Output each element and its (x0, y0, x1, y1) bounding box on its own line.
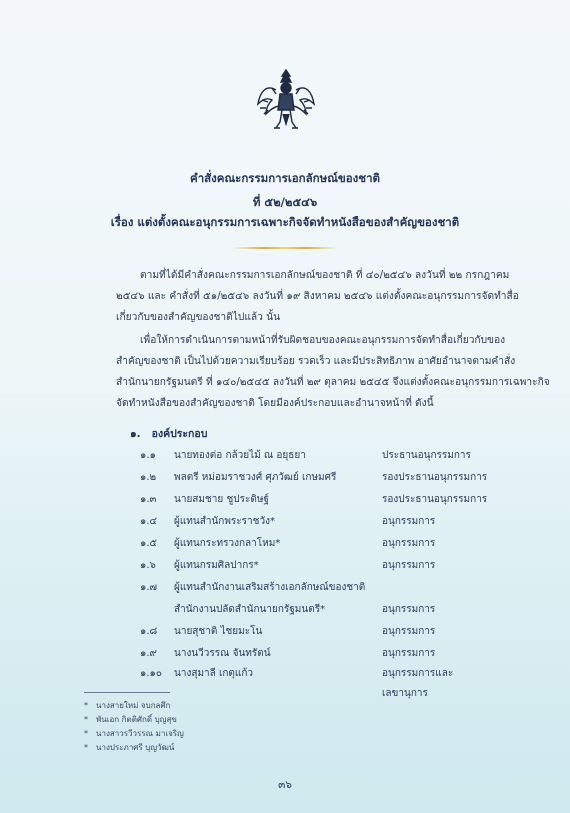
section-number: ๑. (130, 428, 141, 440)
member-name: ผู้แทนสำนักพระราชวัง* (174, 516, 275, 527)
paragraph-line: ๒๕๔๖ และ คำสั่งที่ ๕๑/๒๕๔๖ ลงวันที่ ๑๙ สิงหาคม ๒๕๔๖ แต่งตั้งคณะอนุกรรมการจัดทำสื่อ (116, 291, 519, 302)
member-role: ประธานอนุกรรมการ (382, 450, 471, 461)
order-title: คำสั่งคณะกรรมการเอกลักษณ์ของชาติ (190, 171, 380, 185)
member-name: ผู้แทนกระทรวงกลาโหม* (174, 538, 281, 549)
footnote-mark: * (84, 715, 88, 724)
member-role: อนุกรรมการ (382, 648, 436, 659)
member-name: สำนักงานปลัดสำนักนายกรัฐมนตรี* (174, 604, 326, 615)
paragraph-line: สำนักนายกรัฐมนตรี ที่ ๑๔๐/๒๕๔๕ ลงวันที่ ๒๙ ตุลาคม ๒๕๔๕ จึงแต่งตั้งคณะอนุกรรมการเฉพาะกิจ (116, 377, 550, 388)
member-name: นายสุชาติ ไชยมะโน (174, 626, 263, 637)
member-role: รองประธานอนุกรรมการ (382, 472, 488, 483)
member-role: อนุกรรมการ (382, 604, 436, 615)
member-name: ผู้แทนสำนักงานเสริมสร้างเอกลักษณ์ของชาติ (174, 582, 366, 593)
member-number: ๑.๕ (140, 538, 158, 549)
member-number: ๑.๘ (140, 626, 158, 637)
footnote-text: พันเอก กิตติศักดิ์ บุญสุข (96, 715, 177, 724)
member-role: อนุกรรมการ (382, 626, 436, 637)
footnote-mark: * (84, 729, 88, 738)
member-name: นางสุมาลี เกตุแก้ว (174, 668, 254, 679)
paragraph-line: ตามที่ได้มีคำสั่งคณะกรรมการเอกลักษณ์ของชาติ ที่ ๔๐/๒๕๔๖ ลงวันที่ ๒๒ กรกฎาคม (140, 270, 510, 281)
footnote-text: นางประภาศรี บุญวัฒน์ (96, 743, 175, 752)
member-number: ๑.๔ (140, 516, 158, 527)
garuda-emblem-icon (254, 64, 318, 136)
footnote-mark: * (84, 701, 88, 710)
member-row (140, 470, 520, 486)
paragraph-line: เกี่ยวกับของสำคัญของชาติไปแล้ว นั้น (116, 312, 281, 323)
member-row (140, 448, 520, 464)
footnote (84, 727, 184, 740)
member-name: ผู้แทนกรมศิลปากร* (174, 560, 259, 571)
footnote (84, 741, 174, 754)
member-role: เลขานุการ (382, 688, 428, 699)
member-name: นายสมชาย ชูประดิษฐ์ (174, 494, 269, 505)
paragraph-line: จัดทำหนังสือของสำคัญของชาติ โดยมีองค์ประกอบและอำนาจหน้าที่ ดังนี้ (116, 398, 434, 409)
footnote-text: นางสาวรวีวรรณ มาเจริญ (96, 729, 184, 738)
footnote-mark: * (84, 743, 88, 752)
member-row (140, 492, 520, 508)
member-number: ๑.๙ (140, 648, 157, 659)
member-row (140, 536, 520, 552)
member-role: อนุกรรมการและ (382, 668, 454, 679)
member-name: นางนวีวรรณ จันทรัตน์ (174, 648, 271, 659)
gold-divider (232, 247, 338, 249)
member-role: อนุกรรมการ (382, 516, 436, 527)
member-row (140, 624, 520, 640)
member-name: พลตรี หม่อมราชวงศ์ ศุภวัฒย์ เกษมศรี (174, 472, 337, 483)
member-row (140, 646, 520, 662)
member-row (140, 558, 520, 574)
page-number: ๓๖ (278, 779, 292, 791)
member-row (140, 514, 520, 530)
paragraph-line: เพื่อให้การดำเนินการตามหน้าที่รับผิดชอบของคณะอนุกรรมการจัดทำสื่อเกี่ยวกับของ (140, 335, 506, 346)
section-title: องค์ประกอบ (151, 428, 208, 440)
member-number: ๑.๓ (140, 494, 157, 505)
member-role: อนุกรรมการ (382, 538, 436, 549)
member-number: ๑.๒ (140, 472, 157, 483)
section-heading (130, 425, 207, 442)
member-row-continued (140, 602, 520, 618)
paragraph-line: สำคัญของชาติ เป็นไปด้วยความเรียบร้อย รวดเร็ว และมีประสิทธิภาพ อาศัยอำนาจตามคำสั่ง (116, 356, 516, 367)
member-number: ๑.๑ (140, 450, 156, 461)
order-subject: เรื่อง แต่งตั้งคณะอนุกรรมการเฉพาะกิจจัดทำหนังสือของสำคัญของชาติ (110, 215, 460, 229)
member-name: นายทองต่อ กล้วยไม้ ณ อยุธยา (174, 450, 306, 461)
footnote (84, 699, 170, 712)
member-number: ๑.๑๐ (140, 668, 162, 679)
member-number: ๑.๖ (140, 560, 156, 571)
footnote-text: นางสายใหม่ จบกลศึก (96, 701, 171, 710)
member-number: ๑.๗ (140, 582, 158, 593)
member-row (140, 580, 520, 596)
footnote-divider (84, 692, 170, 693)
member-row (140, 666, 520, 682)
member-row-continued (140, 686, 520, 702)
member-role: รองประธานอนุกรรมการ (382, 494, 488, 505)
member-role: อนุกรรมการ (382, 560, 436, 571)
footnote (84, 713, 177, 726)
order-number: ที่ ๕๒/๒๕๔๖ (252, 195, 318, 209)
